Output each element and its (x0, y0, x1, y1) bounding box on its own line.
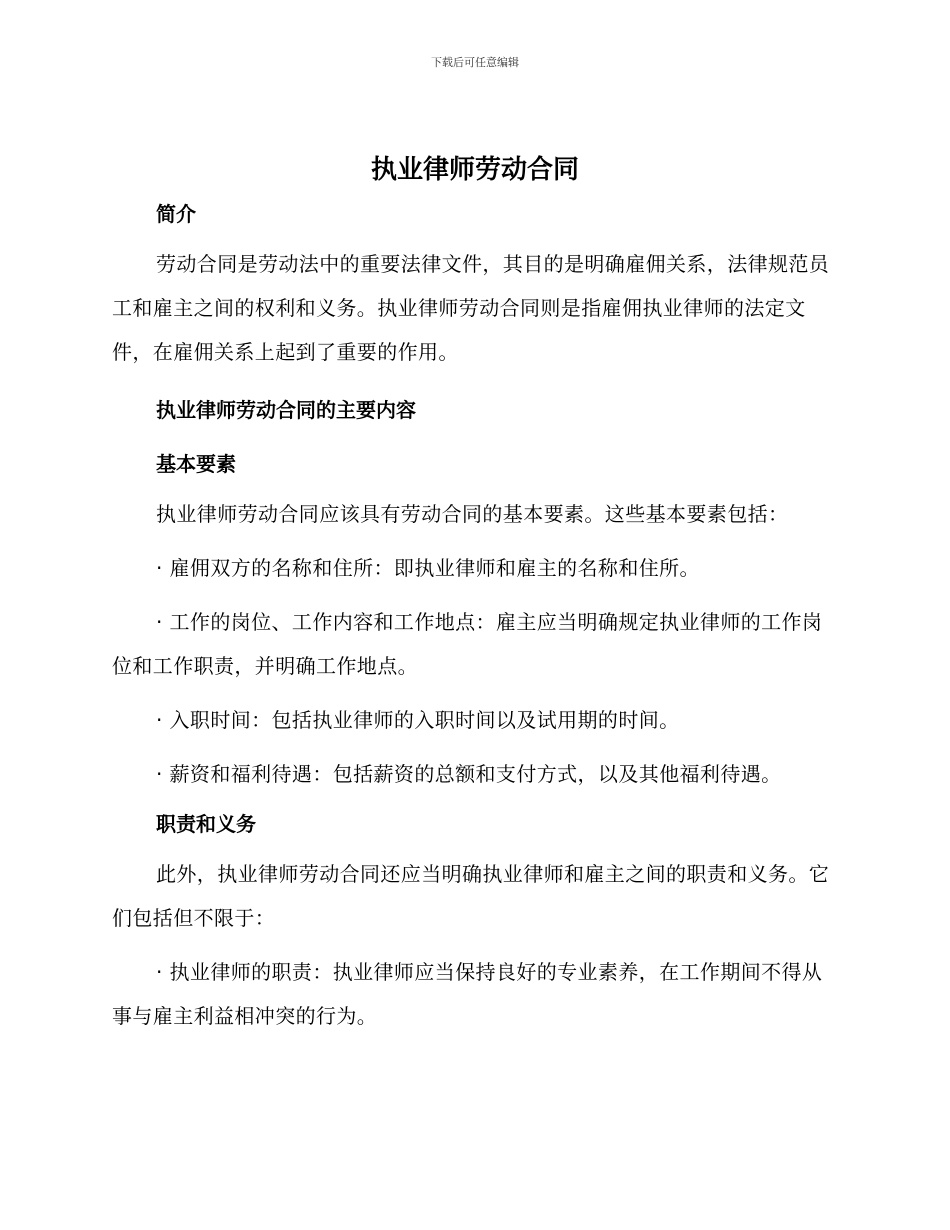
list-item: · 执业律师的职责：执业律师应当保持良好的专业素养，在工作期间不得从事与雇主利益相冲突的行为。 (112, 960, 823, 1028)
basic-intro-paragraph: 执业律师劳动合同应该具有劳动合同的基本要素。这些基本要素包括： (156, 502, 789, 526)
section-heading-duty: 职责和义务 (156, 812, 256, 836)
section-heading-basic: 基本要素 (156, 452, 236, 476)
section-heading-main: 执业律师劳动合同的主要内容 (156, 398, 416, 422)
section-heading-intro: 简介 (156, 202, 196, 226)
list-item: · 入职时间：包括执业律师的入职时间以及试用期的时间。 (156, 708, 680, 732)
document-body (112, 196, 832, 1038)
list-item: · 工作的岗位、工作内容和工作地点：雇主应当明确规定执业律师的工作岗位和工作职责，并明确工作地点。 (112, 610, 823, 678)
document-title: 执业律师劳动合同 (370, 155, 579, 185)
header-note: 下载后可任意编辑 (431, 56, 519, 69)
duty-intro-paragraph: 此外，执业律师劳动合同还应当明确执业律师和雇主之间的职责和义务。它们包括但不限于： (112, 862, 830, 930)
list-item: · 薪资和福利待遇：包括薪资的总额和支付方式，以及其他福利待遇。 (156, 762, 782, 786)
intro-paragraph: 劳动合同是劳动法中的重要法律文件，其目的是明确雇佣关系，法律规范员工和雇主之间的权利和义务。执业律师劳动合同则是指雇佣执业律师的法定文件，在雇佣关系上起到了重要的作用。 (112, 252, 830, 364)
list-item: · 雇佣双方的名称和住所：即执业律师和雇主的名称和住所。 (156, 556, 700, 580)
